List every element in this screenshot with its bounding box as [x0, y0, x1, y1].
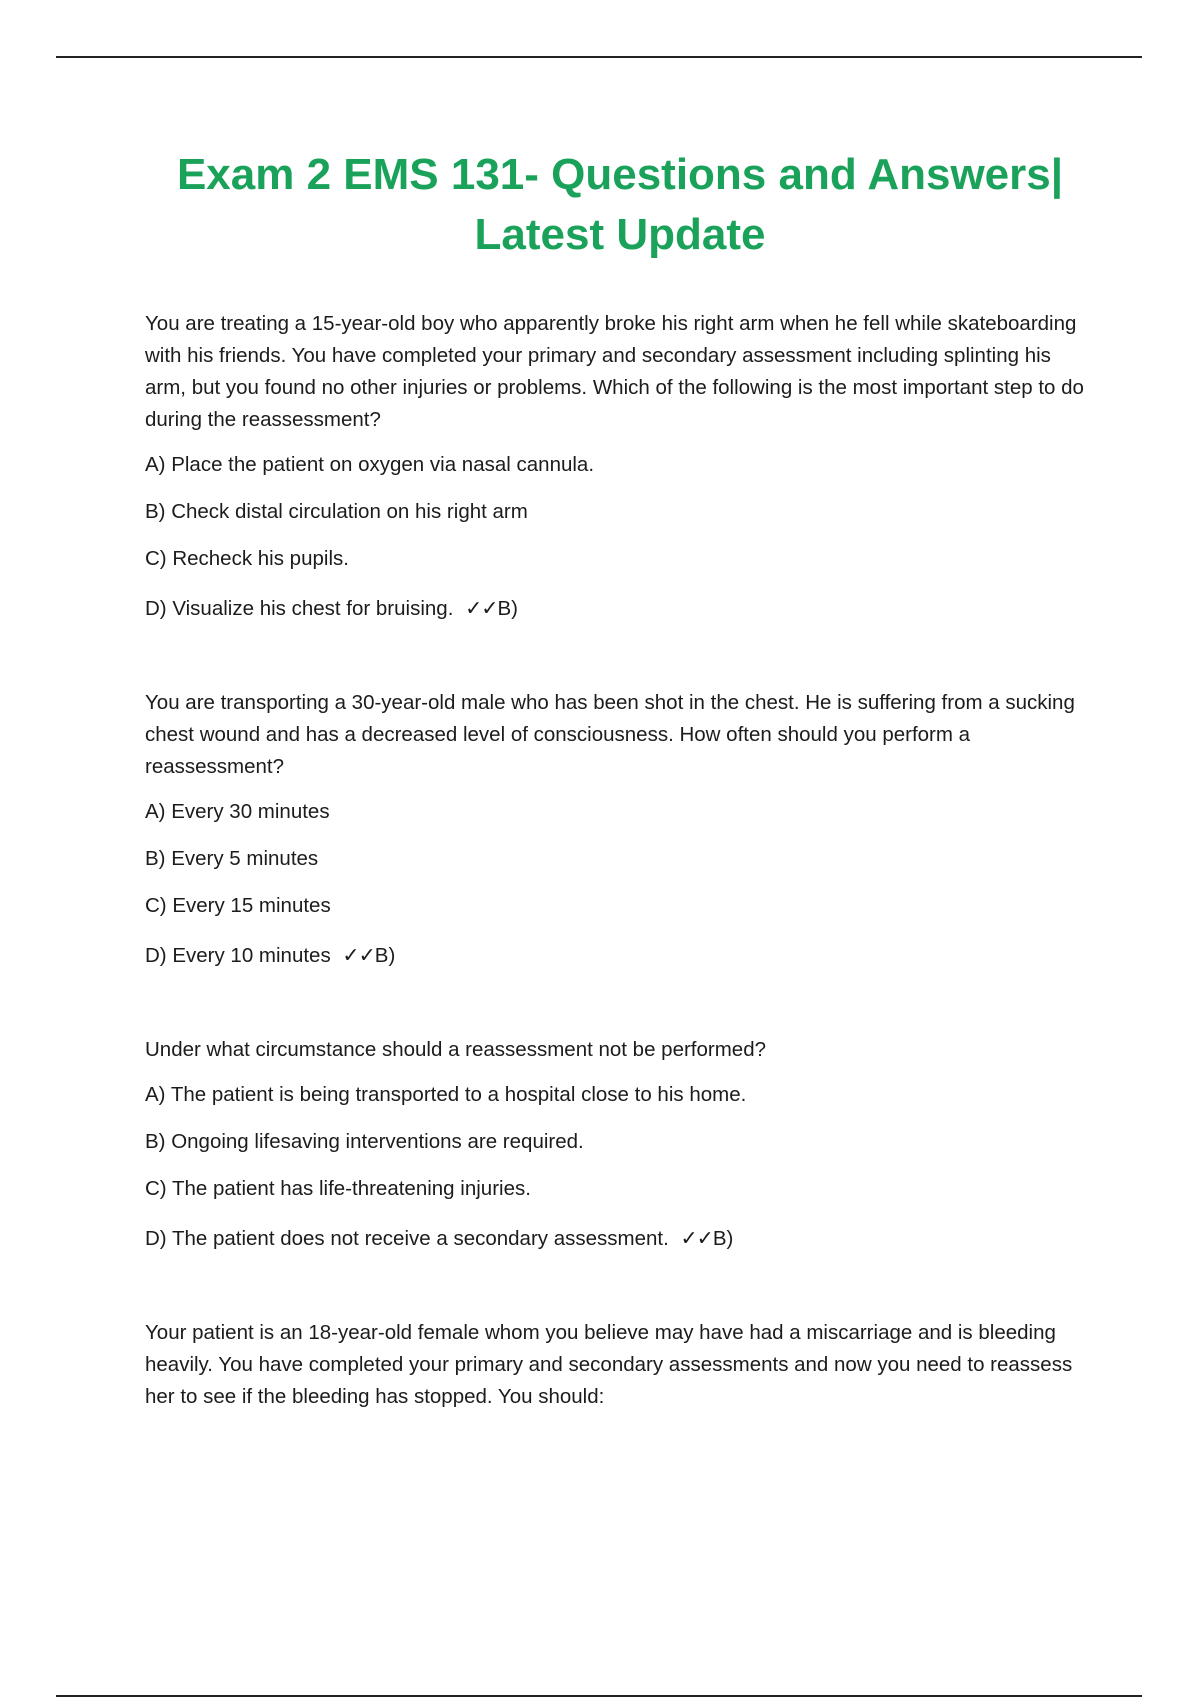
question-text: Your patient is an 18-year-old female whom you believe may have had a miscarriage and is bleeding heavily. You have completed your primary and secondary assessments and now you need to reassess her to see if the bleeding has stopped. You should:: [145, 1321, 1073, 1408]
option-c: C) Recheck his pupils.: [145, 547, 349, 570]
option-b: B) Ongoing lifesaving interventions are required.: [145, 1130, 584, 1153]
option-c: C) Every 15 minutes: [145, 894, 331, 917]
answer-key: B): [497, 597, 518, 620]
option-a: A) Place the patient on oxygen via nasal cannula.: [145, 453, 595, 476]
option-d: D) Visualize his chest for bruising.: [145, 597, 460, 620]
question-text: You are treating a 15-year-old boy who apparently broke his right arm when he fell while skateboarding with his friends. You have completed your primary and secondary assessment including splinting his arm, but you found no other injuries or problems. Which of the following is the most important step to do during the reassessment?: [145, 312, 1084, 431]
option-a: A) Every 30 minutes: [145, 800, 330, 823]
question-2: [145, 687, 1095, 972]
option-d-with-answer: [145, 1223, 1095, 1255]
option-d: D) Every 10 minutes: [145, 944, 337, 967]
title-line-1: Exam 2 EMS 131- Questions and Answers|: [176, 150, 1064, 199]
double-check-icon: ✓✓: [342, 944, 375, 967]
answer-key: B): [374, 944, 396, 967]
document-title: [120, 145, 1120, 265]
question-1: [145, 308, 1095, 625]
bottom-rule: [56, 1695, 1142, 1697]
top-rule: [56, 56, 1142, 58]
double-check-icon: ✓✓: [680, 1227, 713, 1250]
option-b: B) Check distal circulation on his right arm: [145, 500, 528, 523]
question-3: [145, 1034, 1095, 1255]
option-d-with-answer: [145, 593, 1095, 625]
question-4: [145, 1317, 1095, 1413]
title-line-2: Latest Update: [474, 210, 766, 259]
option-b: B) Every 5 minutes: [145, 847, 319, 870]
question-text: You are transporting a 30-year-old male who has been shot in the chest. He is suffering from a sucking chest wound and has a decreased level of consciousness. How often should you perform a reassessment?: [145, 691, 1075, 778]
double-check-icon: ✓✓: [465, 597, 498, 620]
option-a: A) The patient is being transported to a hospital close to his home.: [145, 1083, 747, 1106]
question-list: [145, 308, 1095, 1475]
answer-key: B): [712, 1227, 734, 1250]
option-c: C) The patient has life-threatening injuries.: [145, 1177, 531, 1200]
question-text: Under what circumstance should a reassessment not be performed?: [145, 1038, 767, 1061]
option-d: D) The patient does not receive a secondary assessment.: [145, 1227, 675, 1250]
option-d-with-answer: [145, 940, 1095, 972]
